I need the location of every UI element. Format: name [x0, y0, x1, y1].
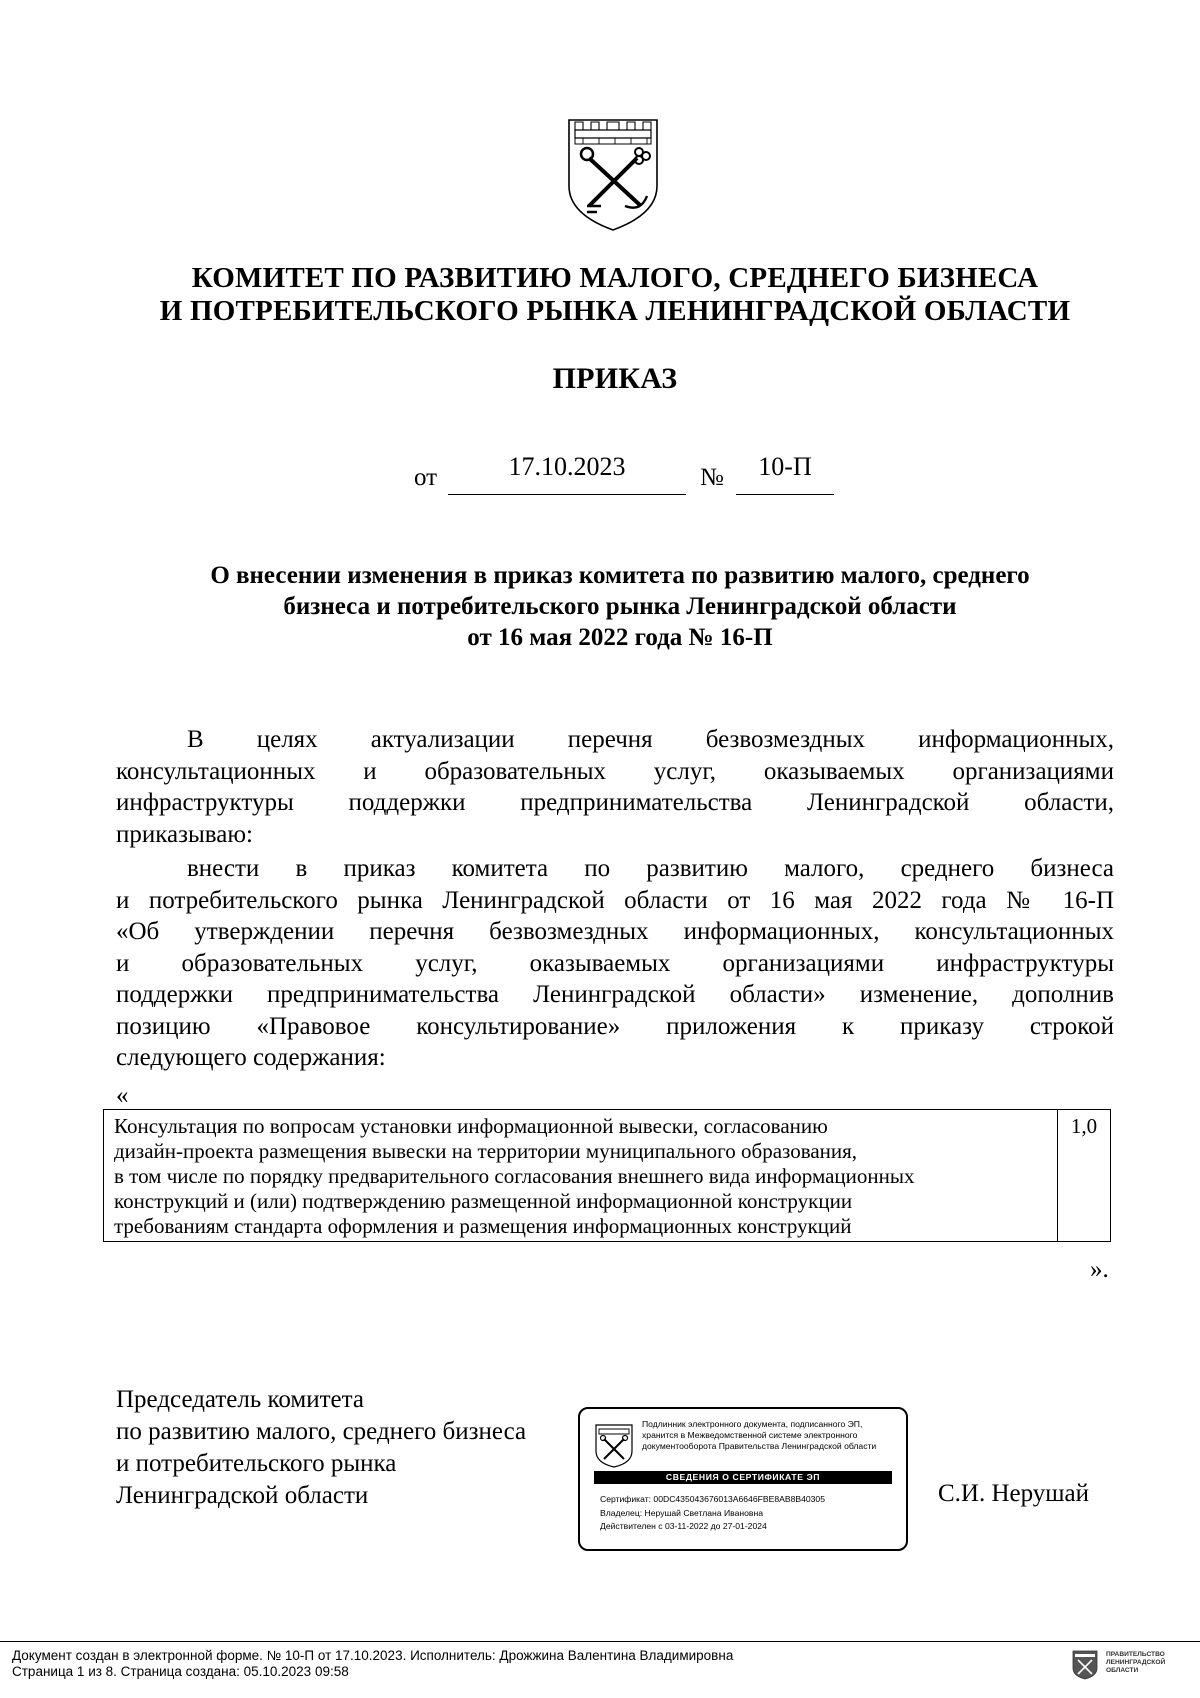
quote-close: ».: [1090, 1256, 1109, 1283]
logo-text-line: ЛЕНИНГРАДСКОЙ: [1106, 1659, 1166, 1666]
paragraph-line: «Об утверждении перечня безвозмездных информационных, консультационных: [116, 918, 1114, 945]
coat-of-arms-icon: [1072, 1650, 1098, 1680]
table-text-line: дизайн-проекта размещения вывески на территории муниципального образования,: [114, 1139, 858, 1163]
coat-of-arms-icon: [594, 1423, 634, 1469]
footer-divider: [0, 1641, 1200, 1642]
paragraph-line: внести в приказ комитета по развитию малого, среднего бизнеса: [187, 855, 1114, 882]
paragraph-line: консультационных и образовательных услуг, оказываемых организациями: [116, 757, 1114, 785]
subject-line: от 16 мая 2022 года № 16-П: [467, 624, 773, 651]
document-type: ПРИКАЗ: [552, 362, 678, 395]
body-paragraph-2: [116, 853, 1114, 1074]
page-footer: [12, 1648, 733, 1680]
stamp-text-line: документооборота Правительства Ленинградской области: [642, 1441, 877, 1451]
table-text-line: в том числе по порядку предварительного согласования внешнего вида информационных: [114, 1164, 915, 1188]
signer-position-line: по развитию малого, среднего бизнеса: [116, 1418, 527, 1445]
logo-text-line: ОБЛАСТИ: [1106, 1667, 1139, 1674]
table-text-line: конструкций и (или) подтверждению размещенной информационной конструкции: [114, 1189, 853, 1213]
paragraph-line: следующего содержания:: [116, 1044, 386, 1071]
signer-name: С.И. Нерушай: [938, 1480, 1090, 1507]
footer-line-1: Документ создан в электронной форме. № 10-П от 17.10.2023. Исполнитель: Дрожжина Валентина Владимировна: [12, 1648, 734, 1663]
paragraph-line: позицию «Правовое консультирование» приложения к приказу строкой: [116, 1012, 1114, 1040]
stamp-text-line: хранится в Межведомственной системе электронного: [642, 1430, 858, 1440]
signer-position-line: и потребительского рынка: [116, 1450, 397, 1477]
from-label: от: [414, 464, 438, 491]
paragraph-line: и потребительского рынка Ленинградской области от 16 мая 2022 года № 16-П: [116, 886, 1114, 914]
stamp-validity: Действителен с 03-11-2022 до 27-01-2024: [600, 1521, 767, 1531]
government-logo: [1070, 1648, 1190, 1684]
electronic-signature-stamp: [578, 1407, 908, 1551]
table-cell-value: 1,0: [1058, 1110, 1111, 1242]
paragraph-line: и образовательных услуг, оказываемых организациями инфраструктуры: [116, 949, 1114, 977]
table-row: [104, 1110, 1111, 1242]
amendment-table: [103, 1109, 1111, 1242]
stamp-owner: Владелец: Нерушай Светлана Ивановна: [600, 1507, 764, 1518]
subject-line: бизнеса и потребительского рынка Ленинградской области: [283, 593, 957, 620]
document-subject: [140, 560, 1100, 653]
date-number-line: [414, 452, 834, 492]
footer-line-2: Страница 1 из 8. Страница создана: 05.10.2023 09:58: [12, 1664, 349, 1679]
signer-position-line: Ленинградской области: [116, 1482, 369, 1509]
stamp-certificate-bar: СВЕДЕНИЯ О СЕРТИФИКАТЕ ЭП: [594, 1471, 892, 1484]
paragraph-line: В целях актуализации перечня безвозмездных информационных,: [187, 726, 1114, 753]
paragraph-line: приказываю:: [116, 820, 253, 848]
government-logo-text: [1106, 1651, 1165, 1675]
document-number: 10-П: [758, 452, 812, 481]
stamp-certificate-info: [600, 1493, 825, 1534]
date-field: [448, 452, 686, 495]
paragraph-line: поддержки предпринимательства Ленинградской области» изменение, дополнив: [116, 981, 1114, 1008]
table-text-line: требованиям стандарта оформления и размещения информационных конструкций: [114, 1214, 852, 1238]
org-name-line-1: КОМИТЕТ ПО РАЗВИТИЮ МАЛОГО, СРЕДНЕГО БИЗНЕСА: [191, 262, 1039, 294]
signer-position: [116, 1384, 526, 1512]
subject-line: О внесении изменения в приказ комитета по развитию малого, среднего: [210, 562, 1030, 589]
signer-position-line: Председатель комитета: [116, 1386, 364, 1413]
document-date: 17.10.2023: [508, 452, 626, 481]
number-field: [736, 452, 834, 495]
org-name-line-2: И ПОТРЕБИТЕЛЬСКОГО РЫНКА ЛЕНИНГРАДСКОЙ ОБЛАСТИ: [159, 295, 1071, 327]
stamp-text: [642, 1419, 898, 1452]
table-text-line: Консультация по вопросам установки информационной вывески, согласованию: [114, 1114, 828, 1138]
stamp-text-line: Подлинник электронного документа, подписанного ЭП,: [642, 1419, 863, 1429]
logo-text-line: ПРАВИТЕЛЬСТВО: [1106, 1651, 1165, 1658]
coat-of-arms-icon: [563, 114, 663, 234]
body-paragraph-1: [116, 724, 1114, 850]
quote-open: «: [116, 1082, 129, 1109]
paragraph-line: инфраструктуры поддержки предпринимательства Ленинградской области,: [116, 789, 1114, 816]
number-label: №: [700, 464, 724, 491]
table-cell-description: [104, 1110, 1058, 1242]
stamp-certificate-id: Сертификат: 00DC435043676013A6646FBE8AB8B40305: [600, 1494, 825, 1504]
